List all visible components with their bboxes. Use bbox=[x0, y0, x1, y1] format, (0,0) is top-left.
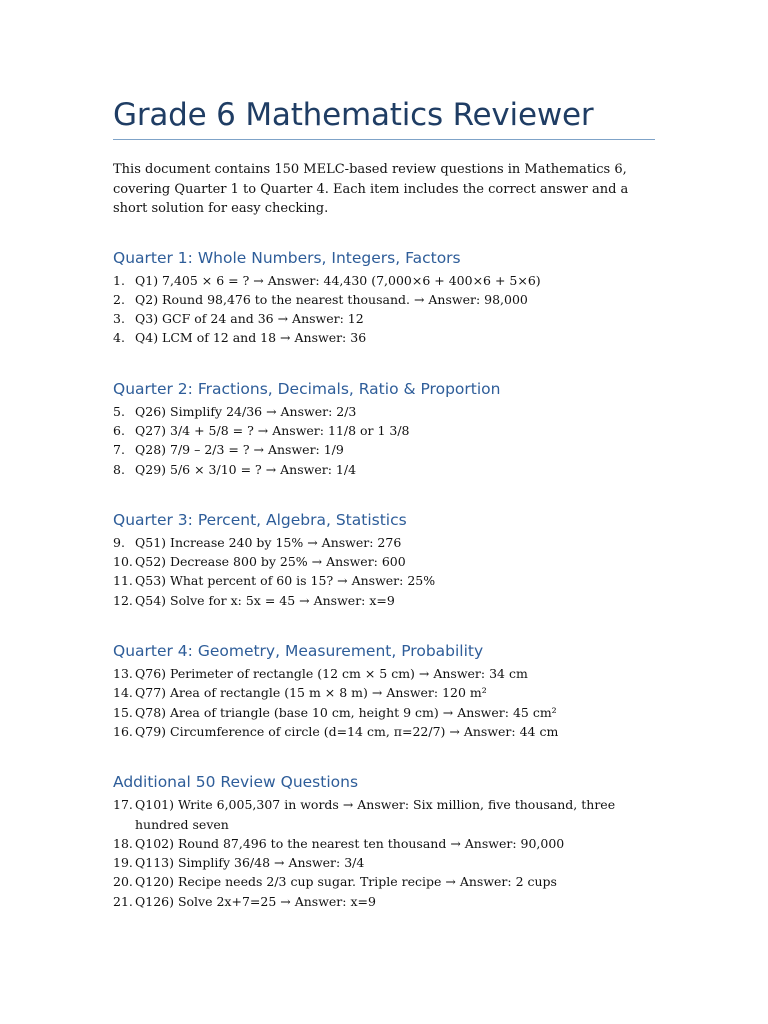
question-list bbox=[113, 795, 655, 911]
item-text: Q76) Perimeter of rectangle (12 cm × 5 cm) → Answer: 34 cm bbox=[135, 666, 528, 682]
section-heading: Quarter 4: Geometry, Measurement, Probability bbox=[113, 642, 484, 661]
section-heading: Quarter 3: Percent, Algebra, Statistics bbox=[113, 510, 407, 529]
question-list bbox=[113, 533, 655, 610]
item-text: Q26) Simplify 24/36 → Answer: 2/3 bbox=[135, 403, 357, 419]
item-text: Q79) Circumference of circle (d=14 cm, π=22/7) → Answer: 44 cm bbox=[135, 723, 559, 739]
item-number: 8. bbox=[113, 461, 125, 477]
intro-paragraph: This document contains 150 MELC-based review questions in Mathematics 6, covering Quarter 1 to Quarter 4. Each item includes the correct answer and a short solution for easy checking. bbox=[113, 162, 629, 216]
item-text: Q29) 5/6 × 3/10 = ? → Answer: 1/4 bbox=[135, 461, 357, 477]
list-item bbox=[113, 290, 655, 309]
list-item bbox=[113, 853, 655, 872]
list-item bbox=[113, 795, 655, 834]
section-1 bbox=[113, 247, 655, 348]
item-text: Q2) Round 98,476 to the nearest thousand. → Answer: 98,000 bbox=[135, 291, 528, 307]
page-title: Grade 6 Mathematics Reviewer bbox=[113, 97, 594, 133]
item-number: 14. bbox=[113, 685, 133, 701]
item-text: Q126) Solve 2x+7=25 → Answer: x=9 bbox=[135, 893, 376, 909]
question-list bbox=[113, 664, 655, 741]
item-number: 4. bbox=[113, 330, 125, 346]
item-text: Q4) LCM of 12 and 18 → Answer: 36 bbox=[135, 330, 367, 346]
item-text: Q1) 7,405 × 6 = ? → Answer: 44,430 (7,000×6 + 400×6 + 5×6) bbox=[135, 272, 541, 288]
section-3 bbox=[113, 509, 655, 610]
sections-container bbox=[113, 247, 655, 912]
section-2 bbox=[113, 378, 655, 479]
list-item bbox=[113, 683, 655, 702]
section-heading: Additional 50 Review Questions bbox=[113, 773, 359, 792]
list-item bbox=[113, 421, 655, 440]
item-text: Q102) Round 87,496 to the nearest ten thousand → Answer: 90,000 bbox=[135, 835, 565, 851]
item-text: Q3) GCF of 24 and 36 → Answer: 12 bbox=[135, 311, 364, 327]
list-item bbox=[113, 440, 655, 459]
item-text: Q101) Write 6,005,307 in words → Answer: Six million, five thousand, three hundred seven bbox=[135, 797, 616, 832]
section-4 bbox=[113, 640, 655, 741]
list-item bbox=[113, 703, 655, 722]
item-text: Q78) Area of triangle (base 10 cm, height 9 cm) → Answer: 45 cm² bbox=[135, 704, 557, 720]
item-number: 13. bbox=[113, 666, 133, 682]
item-number: 7. bbox=[113, 442, 125, 458]
item-number: 10. bbox=[113, 554, 133, 570]
item-number: 16. bbox=[113, 723, 133, 739]
list-item bbox=[113, 872, 655, 891]
item-number: 18. bbox=[113, 835, 133, 851]
list-item bbox=[113, 402, 655, 421]
item-number: 5. bbox=[113, 403, 125, 419]
item-text: Q52) Decrease 800 by 25% → Answer: 600 bbox=[135, 554, 406, 570]
document-page bbox=[113, 92, 655, 911]
list-item bbox=[113, 722, 655, 741]
item-number: 3. bbox=[113, 311, 125, 327]
list-item bbox=[113, 571, 655, 590]
section-5 bbox=[113, 771, 655, 911]
list-item bbox=[113, 328, 655, 347]
question-list bbox=[113, 402, 655, 479]
item-number: 15. bbox=[113, 704, 133, 720]
item-number: 21. bbox=[113, 893, 133, 909]
item-text: Q27) 3/4 + 5/8 = ? → Answer: 11/8 or 1 3/8 bbox=[135, 422, 410, 438]
section-heading: Quarter 1: Whole Numbers, Integers, Factors bbox=[113, 248, 461, 267]
section-heading: Quarter 2: Fractions, Decimals, Ratio & Proportion bbox=[113, 379, 501, 398]
list-item bbox=[113, 552, 655, 571]
item-text: Q54) Solve for x: 5x = 45 → Answer: x=9 bbox=[135, 592, 395, 608]
list-item bbox=[113, 664, 655, 683]
item-number: 1. bbox=[113, 272, 125, 288]
list-item bbox=[113, 309, 655, 328]
list-item bbox=[113, 533, 655, 552]
item-number: 9. bbox=[113, 534, 125, 550]
list-item bbox=[113, 271, 655, 290]
item-text: Q77) Area of rectangle (15 m × 8 m) → Answer: 120 m² bbox=[135, 685, 487, 701]
item-number: 17. bbox=[113, 797, 133, 813]
item-text: Q113) Simplify 36/48 → Answer: 3/4 bbox=[135, 855, 365, 871]
item-number: 6. bbox=[113, 422, 125, 438]
item-text: Q28) 7/9 – 2/3 = ? → Answer: 1/9 bbox=[135, 442, 344, 458]
list-item bbox=[113, 591, 655, 610]
item-number: 2. bbox=[113, 291, 125, 307]
item-number: 20. bbox=[113, 874, 133, 890]
list-item bbox=[113, 892, 655, 911]
list-item bbox=[113, 834, 655, 853]
item-text: Q51) Increase 240 by 15% → Answer: 276 bbox=[135, 534, 402, 550]
question-list bbox=[113, 271, 655, 348]
title-divider bbox=[113, 139, 655, 140]
item-number: 11. bbox=[113, 573, 133, 589]
item-number: 12. bbox=[113, 592, 133, 608]
item-text: Q53) What percent of 60 is 15? → Answer: 25% bbox=[135, 573, 436, 589]
item-text: Q120) Recipe needs 2/3 cup sugar. Triple recipe → Answer: 2 cups bbox=[135, 874, 557, 890]
list-item bbox=[113, 460, 655, 479]
item-number: 19. bbox=[113, 855, 133, 871]
